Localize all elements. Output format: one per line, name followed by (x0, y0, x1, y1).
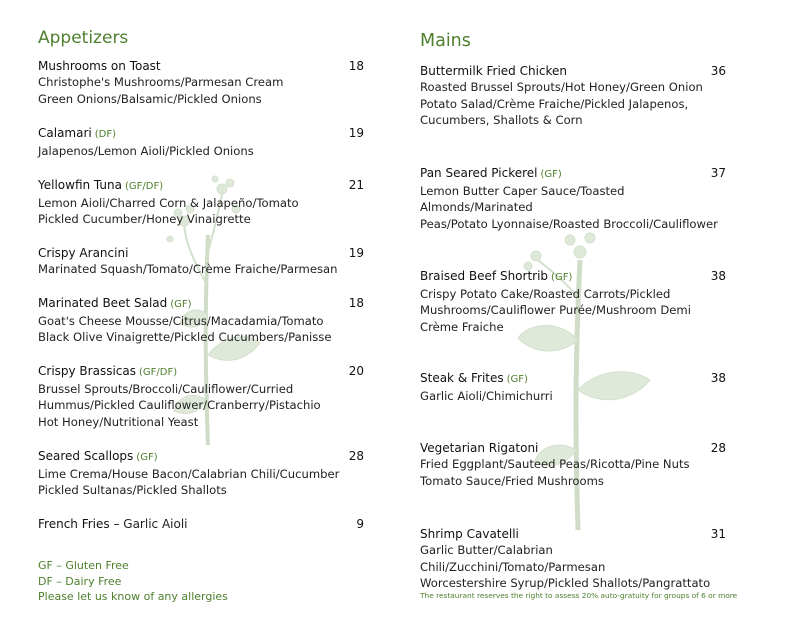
item-name: Pan Seared Pickerel (420, 165, 538, 180)
item-name: Yellowfin Tuna (38, 177, 122, 192)
item-name: Seared Scallops (38, 448, 134, 463)
item-description: Lime Crema/House Bacon/Calabrian Chili/Cucumber (38, 466, 340, 481)
diet-tag: (DF) (94, 129, 116, 141)
menu-item (38, 448, 364, 499)
item-description: Tomato Sauce/Fried Mushrooms (420, 473, 604, 488)
diet-tag: (GF) (551, 271, 573, 283)
item-name: Mushrooms on Toast (38, 59, 161, 73)
menu-item (420, 165, 726, 233)
item-description: Jalapenos/Lemon Aioli/Pickled Onions (38, 144, 254, 159)
menu-item (420, 268, 726, 336)
item-price: 31 (710, 527, 726, 542)
item-name: Marinated Beet Salad (38, 295, 168, 310)
mains-column (420, 28, 726, 592)
item-name: Vegetarian Rigatoni (420, 440, 539, 455)
item-description: Roasted Brussel Sprouts/Hot Honey/Green Onion (420, 80, 703, 94)
item-name: Steak & Frites (420, 371, 504, 386)
item-price: 20 (348, 363, 364, 378)
item-description: Cucumbers, Shallots & Corn (420, 113, 583, 128)
item-price: 28 (348, 448, 364, 463)
item-price: 18 (348, 59, 364, 73)
item-price: 36 (710, 64, 726, 78)
item-name: Calamari (38, 126, 92, 141)
menu-item (38, 177, 364, 228)
item-description: Crème Fraiche (420, 319, 504, 334)
diet-tag: (GF/DF) (139, 366, 178, 378)
item-name: Crispy Brassicas (38, 363, 136, 378)
item-description: Black Olive Vinaigrette/Pickled Cucumbers/Panisse (38, 330, 332, 345)
item-description: Hot Honey/Nutritional Yeast (38, 414, 199, 429)
item-description: Crispy Potato Cake/Roasted Carrots/Pickled (420, 286, 671, 301)
menu-item (38, 125, 364, 160)
item-description: Pickled Cucumber/Honey Vinaigrette (38, 212, 251, 227)
item-name: Braised Beef Shortrib (420, 268, 549, 283)
item-description: Lemon Butter Caper Sauce/Toasted Almonds/Marinated (420, 183, 625, 215)
item-price: 37 (710, 165, 726, 180)
menu-item (420, 370, 726, 405)
item-price: 38 (710, 268, 726, 283)
appetizers-column (38, 28, 364, 532)
menu-item (420, 63, 726, 129)
gratuity-note: The restaurant reserves the right to assess 20% auto-gratuity for groups of 6 or more (420, 591, 738, 600)
diet-tag: (GF/DF) (125, 180, 164, 192)
item-description: Marinated Squash/Tomato/Crème Fraiche/Parmesan (38, 261, 338, 276)
menu-item (38, 295, 364, 346)
item-description: Goat's Cheese Mousse/Citrus/Macadamia/Tomato (38, 313, 324, 328)
diet-tag: (GF) (540, 168, 562, 180)
diet-tag: (GF) (506, 374, 528, 386)
item-name: Buttermilk Fried Chicken (420, 64, 568, 78)
item-description: Garlic Butter/Calabrian Chili/Zucchini/Tomato/Parmesan (420, 543, 606, 574)
item-description: Potato Salad/Crème Fraiche/Pickled Jalapenos, (420, 96, 689, 111)
item-description: Brussel Sprouts/Broccoli/Cauliflower/Curried (38, 381, 294, 396)
menu-item (38, 363, 364, 431)
item-description: Hummus/Pickled Cauliflower/Cranberry/Pistachio (38, 398, 321, 413)
legend-dairy-free: DF – Dairy Free (38, 574, 122, 588)
item-price: 19 (348, 126, 364, 141)
diet-tag: (GF) (170, 298, 192, 310)
menu-item (420, 440, 726, 489)
item-name: Crispy Arancini (38, 245, 129, 260)
item-price: 21 (348, 177, 364, 192)
item-description: Christophe's Mushrooms/Parmesan Cream (38, 75, 284, 89)
item-description: Pickled Sultanas/Pickled Shallots (38, 483, 227, 498)
menu-item (38, 58, 364, 107)
item-name: Shrimp Cavatelli (420, 527, 519, 542)
item-price: 18 (348, 295, 364, 310)
item-name: French Fries – (38, 516, 120, 531)
item-description: Garlic Aioli (123, 516, 188, 531)
item-price: 28 (710, 440, 726, 455)
appetizers-heading: Appetizers (38, 28, 129, 48)
item-description: Mushrooms/Cauliflower Purée/Mushroom Demi (420, 303, 691, 318)
menu-item (38, 245, 364, 278)
item-description: Peas/Potato Lyonnaise/Roasted Broccoli/Cauliflower (420, 216, 718, 231)
item-price: 19 (348, 245, 364, 260)
allergy-note: Please let us know of any allergies (38, 590, 228, 603)
item-description: Worcestershire Syrup/Pickled Shallots/Pangrattato (420, 576, 711, 591)
item-description: Fried Eggplant/Sauteed Peas/Ricotta/Pine Nuts (420, 456, 690, 471)
item-description: Lemon Aioli/Charred Corn & Jalapeño/Tomato (38, 195, 299, 210)
dietary-legend (38, 558, 228, 605)
menu-item-fries (38, 516, 364, 532)
mains-heading: Mains (420, 31, 471, 51)
legend-gluten-free: GF – Gluten Free (38, 559, 129, 572)
item-description: Green Onions/Balsamic/Pickled Onions (38, 91, 262, 106)
menu-item (420, 526, 726, 592)
item-price: 38 (710, 371, 726, 386)
item-price: 9 (356, 516, 364, 531)
item-description: Garlic Aioli/Chimichurri (420, 389, 553, 404)
diet-tag: (GF) (136, 451, 158, 463)
